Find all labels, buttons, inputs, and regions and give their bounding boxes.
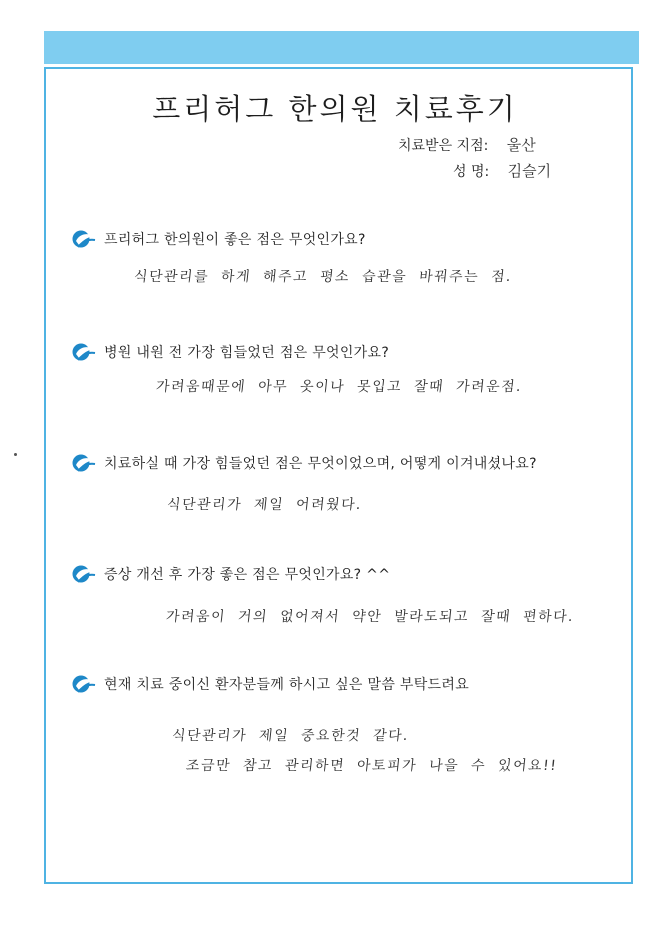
leaf-bullet-icon — [72, 340, 96, 364]
answer-5-line-2: 조금만 참고 관리하면 아토피가 나을 수 있어요!! — [185, 758, 559, 774]
leaf-bullet-icon — [72, 227, 96, 251]
leaf-bullet-icon — [72, 672, 96, 696]
answer-5-line-1: 식단관리가 제일 중요한것 같다. — [171, 728, 410, 744]
question-text: 증상 개선 후 가장 좋은 점은 무엇인가요? ^^ — [104, 567, 391, 583]
top-color-band — [44, 31, 639, 64]
name-label: 성 명: — [453, 164, 490, 180]
scan-speck — [14, 453, 17, 456]
page-title: 프리허그 한의원 치료후기 — [152, 92, 518, 126]
name-row — [453, 160, 551, 181]
branch-row — [398, 134, 536, 155]
branch-value: 울산 — [506, 136, 536, 154]
answer-4: 가려움이 거의 없어져서 약안 발라도되고 잘때 편하다. — [165, 609, 575, 625]
question-4 — [72, 561, 390, 587]
leaf-bullet-icon — [72, 562, 96, 586]
question-5 — [72, 671, 469, 697]
question-1 — [72, 226, 366, 252]
question-3 — [72, 450, 537, 476]
branch-label: 치료받은 지점: — [398, 138, 489, 154]
question-text: 치료하실 때 가장 힘들었던 점은 무엇이었으며, 어떻게 이겨내셨나요? — [104, 456, 537, 472]
leaf-bullet-icon — [72, 451, 96, 475]
question-text: 프리허그 한의원이 좋은 점은 무엇인가요? — [104, 232, 366, 248]
question-text: 현재 치료 중이신 환자분들께 하시고 싶은 말씀 부탁드려요 — [104, 677, 470, 693]
question-text: 병원 내원 전 가장 힘들었던 점은 무엇인가요? — [104, 345, 390, 361]
answer-1: 식단관리를 하게 해주고 평소 습관을 바꿔주는 점. — [133, 269, 513, 285]
answer-2: 가려움때문에 아무 옷이나 못입고 잘때 가려운점. — [155, 379, 523, 395]
question-2 — [72, 339, 389, 365]
answer-3: 식단관리가 제일 어려웠다. — [166, 497, 363, 513]
name-value: 김슬기 — [507, 162, 552, 180]
